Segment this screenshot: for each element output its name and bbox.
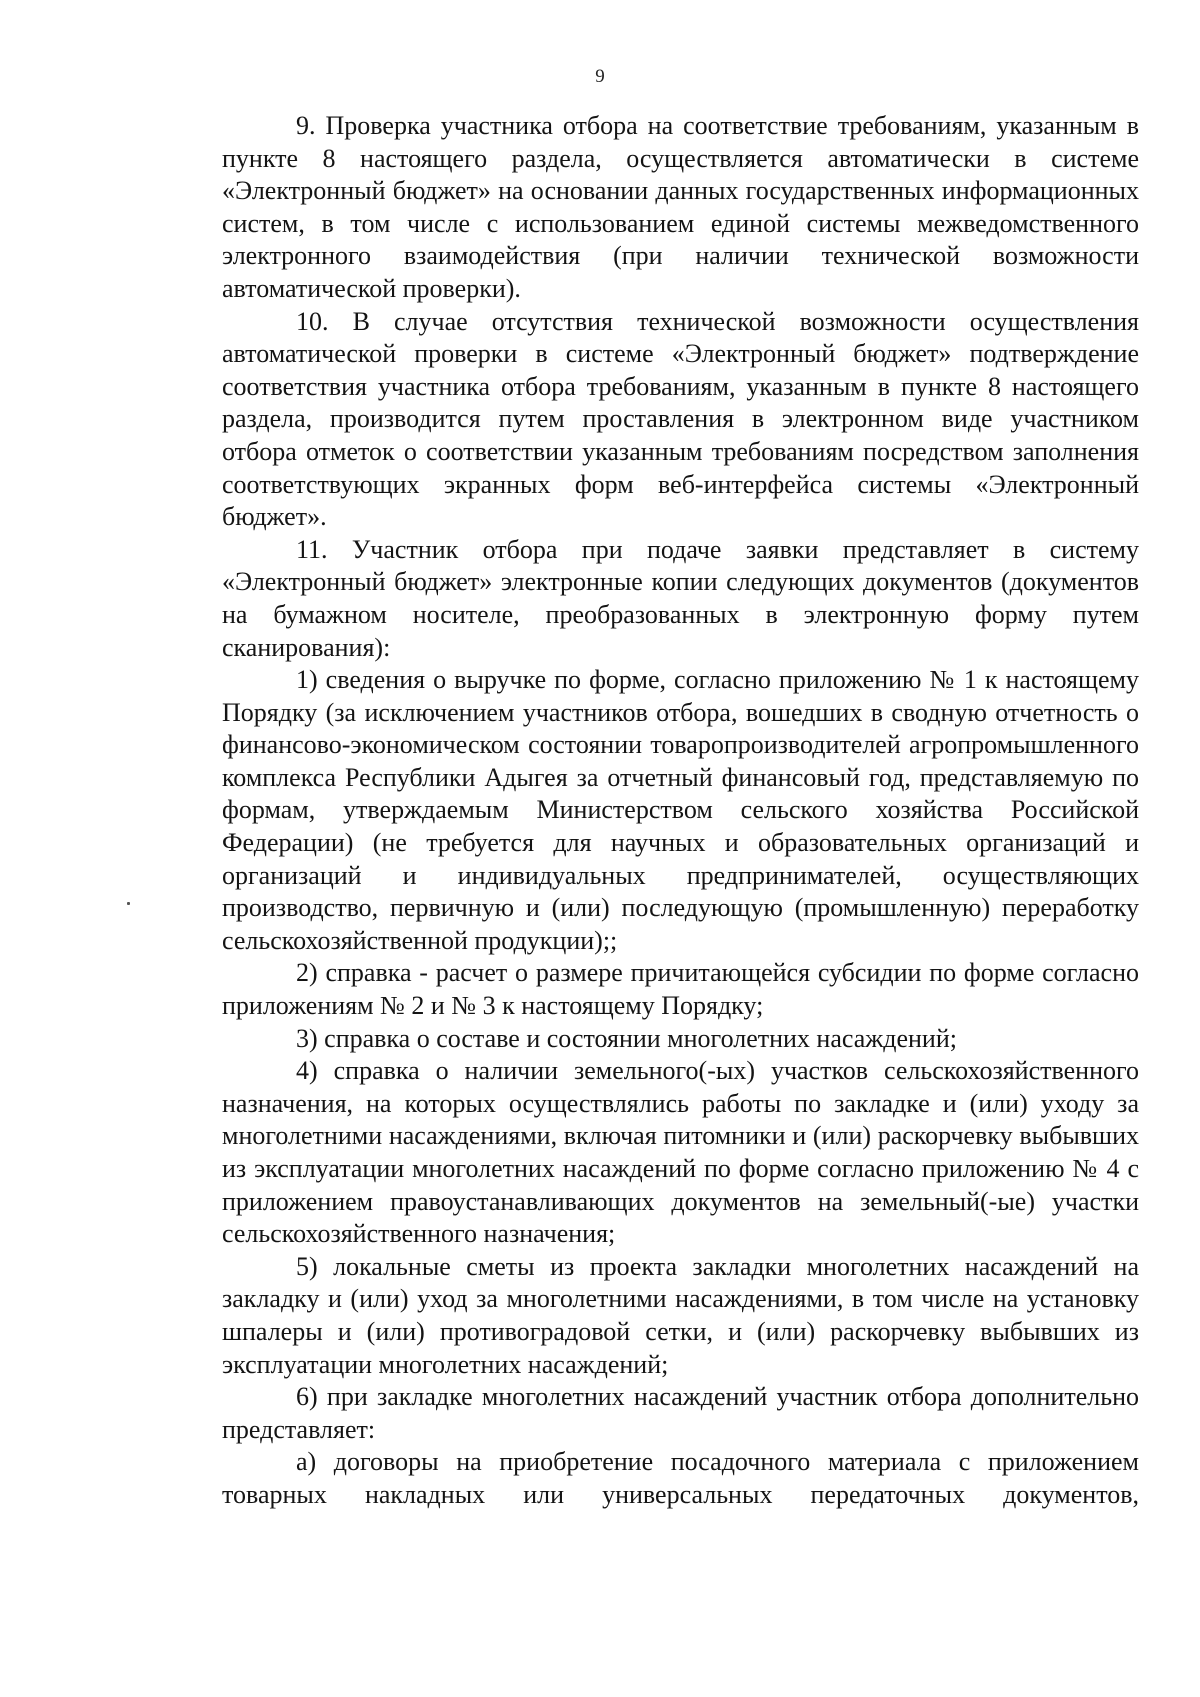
- paragraph-item-10: 10. В случае отсутствия технической возможности осуществления автоматической проверки в системе «Электронный бюджет» подтверждение соответствия участника отбора требованиям, указанным в пункте 8 настоящего раздела, производится путем проставления в электронном виде участником отбора отметок о соответствии указанным требованиям посредством заполнения соответствующих экранных форм веб-интерфейса системы «Электронный бюджет».: [222, 306, 1139, 532]
- document-body: [222, 110, 1139, 1512]
- page-number: 9: [595, 66, 605, 87]
- paragraph-item-9: 9. Проверка участника отбора на соответствие требованиям, указанным в пункте 8 настоящего раздела, осуществляется автоматически в системе «Электронный бюджет» на основании данных государственных информационных систем, в том числе с использованием единой системы межведомственного электронного взаимодействия (при наличии технической возможности автоматической проверки).: [222, 111, 1139, 303]
- list-item-6: 6) при закладке многолетних насаждений участник отбора дополнительно представляет:: [222, 1382, 1139, 1444]
- list-item-2: 2) справка - расчет о размере причитающейся субсидии по форме согласно приложениям № 2 и № 3 к настоящему Порядку;: [222, 958, 1139, 1021]
- list-item-4: 4) справка о наличии земельного(-ых) участков сельскохозяйственного назначения, на которых осуществлялись работы по закладке и (или) уходу за многолетними насаждениями, включая питомники и (или) раскорчевку выбывших из эксплуатации многолетних насаждений по форме согласно приложению № 4 с приложением правоустанавливающих документов на земельный(-ые) участки сельскохозяйственного назначения;: [222, 1056, 1139, 1249]
- list-item-1: 1) сведения о выручке по форме, согласно приложению № 1 к настоящему Порядку (за исключением участников отбора, вошедших в сводную отчетность о финансово-экономическом состоянии товаропроизводителей агропромышленного комплекса Республики Адыгея за отчетный финансовый год, представляемую по формам, утверждаемым Министерством сельского хозяйства Российской Федерации) (не требуется для научных и образовательных организаций и организаций и индивидуальных предпринимателей, осуществляющих производство, первичную и (или) последующую (промышленную) переработку сельскохозяйственной продукции);;: [222, 665, 1139, 955]
- list-item-5: 5) локальные сметы из проекта закладки многолетних насаждений на закладку и (или) уход за многолетними насаждениями, в том числе на установку шпалеры и (или) противоградовой сетки, и (или) раскорчевку выбывших из эксплуатации многолетних насаждений;: [222, 1251, 1139, 1379]
- paragraph-item-11: 11. Участник отбора при подаче заявки представляет в систему «Электронный бюджет» электронные копии следующих документов (документов на бумажном носителе, преобразованных в электронную форму путем сканирования):: [222, 534, 1139, 662]
- list-item-3: 3) справка о составе и состоянии многолетних насаждений;: [296, 1023, 957, 1053]
- scan-speck: [127, 902, 130, 905]
- sub-item-a: а) договоры на приобретение посадочного материала с приложением товарных накладных или универсальных передаточных документов,: [222, 1447, 1139, 1509]
